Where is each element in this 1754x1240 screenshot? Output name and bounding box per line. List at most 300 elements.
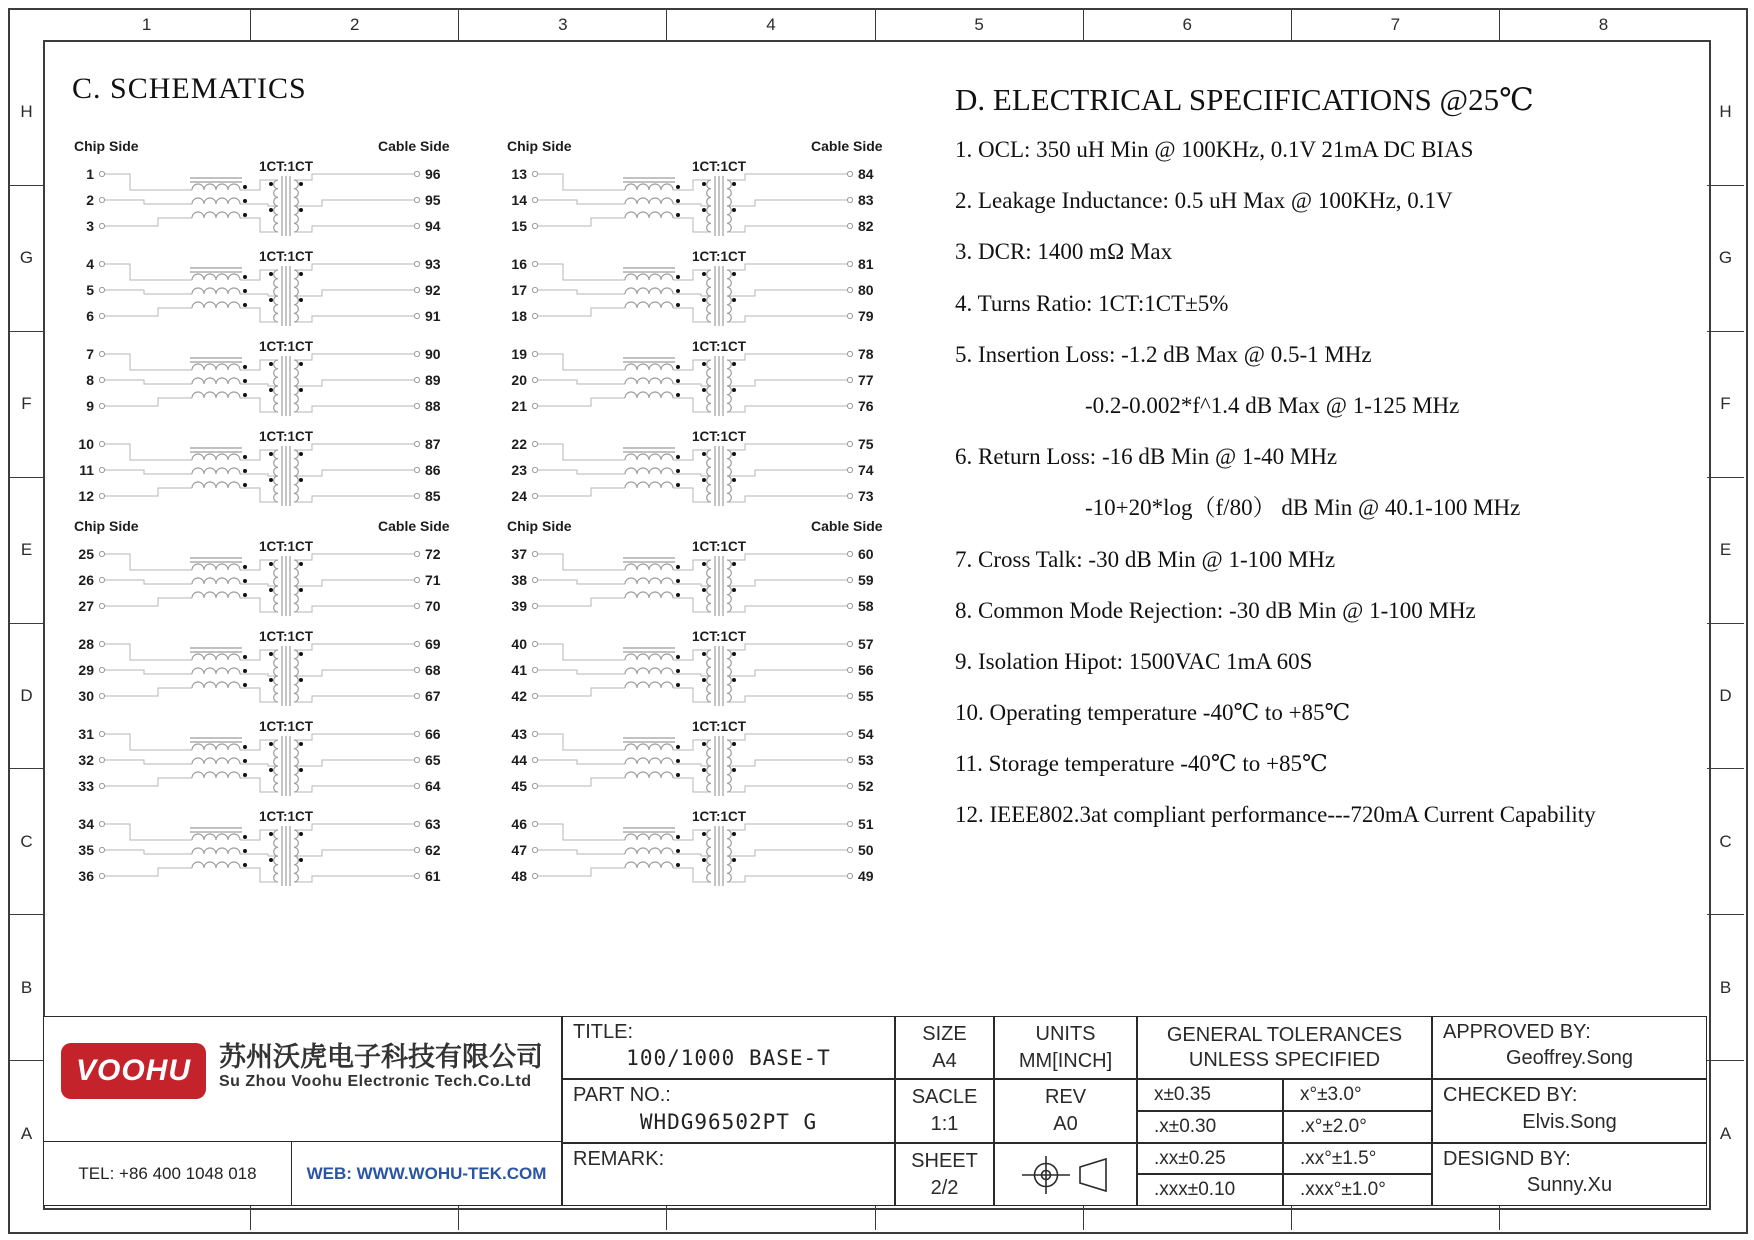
schematics-section-title: C. SCHEMATICS	[72, 72, 307, 105]
choke-icon	[190, 558, 242, 598]
approved-value: Geoffrey.Song	[1505, 1047, 1634, 1069]
chip-side-label: Chip Side	[507, 518, 572, 534]
chip-pin-number: 18	[511, 308, 527, 324]
wires	[538, 354, 847, 412]
cable-pin-number: 88	[425, 398, 441, 414]
cable-pin-number: 95	[425, 192, 441, 208]
chip-pin-number: 30	[78, 688, 94, 704]
scale-value: 1:1	[930, 1113, 959, 1135]
spec-item: 2. Leakage Inductance: 0.5 uH Max @ 100KHz, 0.1V	[955, 188, 1453, 214]
chip-pin-number: 34	[78, 816, 94, 832]
cable-pin-number: 71	[425, 572, 441, 588]
chip-pin-number: 47	[511, 842, 527, 858]
choke-icon	[623, 448, 675, 488]
transformer-icon	[707, 646, 732, 706]
spec-item: 11. Storage temperature -40℃ to +85℃	[955, 751, 1328, 777]
third-angle-projection-icon	[995, 1144, 1136, 1205]
transformer-block	[72, 720, 452, 808]
transformer-block	[72, 810, 452, 898]
wires	[105, 824, 414, 882]
ruler-label: E	[1707, 478, 1744, 624]
schematic-quadrant	[505, 138, 897, 520]
ruler-label: E	[10, 478, 43, 624]
chip-pin-number: 16	[511, 256, 527, 272]
chip-pin-number: 1	[86, 166, 94, 182]
ruler-label: 8	[1598, 15, 1609, 34]
ruler-label: 3	[459, 10, 667, 40]
cable-pin-number: 69	[425, 636, 441, 652]
ruler-label: H	[10, 40, 43, 186]
chip-pin-number: 11	[79, 462, 94, 478]
choke-icon	[190, 648, 242, 688]
cable-pin-number: 49	[858, 868, 874, 884]
chip-pin-number: 37	[511, 546, 527, 562]
transformer-icon	[274, 356, 299, 416]
cable-pin-number: 57	[858, 636, 874, 652]
transformer-icon	[274, 646, 299, 706]
schematic-quadrant	[72, 138, 464, 520]
chip-pin-number: 36	[78, 868, 94, 884]
cable-pin-number: 61	[425, 868, 441, 884]
tolerance-header-line1: GENERAL TOLERANCES	[1166, 1023, 1403, 1046]
cable-pin-number: 78	[858, 346, 874, 362]
choke-icon	[623, 358, 675, 398]
choke-icon	[623, 738, 675, 778]
title-value: 100/1000 BASE-T	[626, 1046, 831, 1070]
cable-pin-number: 85	[425, 488, 441, 504]
ruler-label: B	[10, 915, 43, 1061]
chip-side-label: Chip Side	[74, 138, 139, 154]
ruler-label: C	[1707, 769, 1744, 915]
cable-pin-number: 54	[858, 726, 874, 742]
cable-pin-number: 89	[425, 372, 441, 388]
turns-ratio-label: 1CT:1CT	[691, 340, 747, 354]
tel-text: TEL: +86 400 1048 018	[44, 1142, 292, 1205]
cable-pin-number: 67	[425, 688, 441, 704]
chip-pin-number: 21	[511, 398, 527, 414]
transformer-block	[72, 160, 452, 248]
chip-side-label: Chip Side	[507, 138, 572, 154]
choke-icon	[623, 828, 675, 868]
spec-item: 6. Return Loss: -16 dB Min @ 1-40 MHz	[955, 444, 1338, 470]
polarity-dots	[676, 182, 736, 217]
polarity-dots	[243, 452, 303, 487]
title-cell	[562, 1016, 895, 1079]
ruler-label: G	[10, 186, 43, 332]
chip-pin-number: 31	[78, 726, 94, 742]
polarity-dots	[676, 832, 736, 867]
chip-pin-number: 39	[511, 598, 527, 614]
spec-item-continuation: -0.2-0.002*f^1.4 dB Max @ 1-125 MHz	[1085, 392, 1460, 418]
ruler-label: 2	[251, 10, 459, 40]
turns-ratio-label: 1CT:1CT	[258, 340, 314, 354]
chip-pin-number: 20	[511, 372, 527, 388]
ruler-label: 1	[43, 10, 251, 40]
projection-cell	[994, 1143, 1137, 1206]
transformer-icon	[274, 736, 299, 796]
spec-item-continuation: -10+20*log（f/80） dB Min @ 40.1-100 MHz	[1085, 495, 1521, 521]
ruler-label: H	[1707, 40, 1744, 186]
cable-pin-number: 83	[858, 192, 874, 208]
ruler-label: 7	[1292, 10, 1500, 40]
wires	[538, 554, 847, 612]
polarity-dots	[243, 832, 303, 867]
cable-pin-number: 51	[858, 816, 874, 832]
turns-ratio-label: 1CT:1CT	[691, 810, 747, 824]
turns-ratio-label: 1CT:1CT	[258, 250, 314, 264]
cable-pin-number: 70	[425, 598, 441, 614]
chip-pin-number: 12	[78, 488, 94, 504]
ruler-label: A	[20, 1123, 33, 1143]
ruler-label: G	[1707, 186, 1744, 332]
turns-ratio-label: 1CT:1CT	[691, 430, 747, 444]
chip-pin-number: 29	[78, 662, 94, 678]
size-cell	[895, 1016, 994, 1079]
ruler-label: B	[1707, 915, 1744, 1061]
polarity-dots	[243, 272, 303, 307]
ruler-label: D	[10, 624, 43, 770]
polarity-dots	[676, 272, 736, 307]
spec-item: 9. Isolation Hipot: 1500VAC 1mA 60S	[955, 648, 1313, 674]
transformer-block	[72, 430, 452, 518]
turns-ratio-label: 1CT:1CT	[691, 630, 747, 644]
designed-label: DESIGND BY:	[1443, 1148, 1571, 1170]
choke-icon	[190, 358, 242, 398]
chip-pin-number: 9	[86, 398, 94, 414]
ruler-label: A	[1719, 1123, 1732, 1143]
chip-pin-number: 45	[511, 778, 527, 794]
transformer-blocks	[72, 540, 452, 900]
choke-icon	[190, 178, 242, 218]
cable-pin-number: 84	[858, 166, 874, 182]
chip-pin-number: 22	[511, 436, 527, 452]
part-no-label: PART NO.:	[573, 1084, 671, 1106]
transformer-blocks	[505, 160, 885, 520]
chip-pin-number: 2	[86, 192, 94, 208]
cable-pin-number: 91	[425, 308, 441, 324]
choke-icon	[623, 268, 675, 308]
spec-item: 3. DCR: 1400 mΩ Max	[955, 239, 1173, 265]
turns-ratio-label: 1CT:1CT	[258, 430, 314, 444]
choke-icon	[190, 738, 242, 778]
polarity-dots	[243, 182, 303, 217]
tolerance-cell: .xx±0.25	[1137, 1143, 1283, 1174]
checked-cell	[1432, 1079, 1707, 1143]
transformer-block	[505, 810, 885, 898]
wires	[538, 734, 847, 792]
wires	[105, 554, 414, 612]
part-no-value: WHDG96502PT G	[639, 1110, 818, 1134]
tolerance-cell: .xxx±0.10	[1137, 1174, 1283, 1206]
transformer-icon	[274, 176, 299, 236]
cable-pin-number: 81	[858, 256, 874, 272]
transformer-icon	[707, 356, 732, 416]
polarity-dots	[243, 742, 303, 777]
polarity-dots	[676, 562, 736, 597]
cable-pin-number: 86	[425, 462, 441, 478]
chip-pin-number: 7	[86, 346, 94, 362]
transformer-block	[505, 160, 885, 248]
spec-section-title: D. ELECTRICAL SPECIFICATIONS @25℃	[955, 82, 1534, 117]
choke-icon	[190, 448, 242, 488]
checked-value: Elvis.Song	[1522, 1111, 1617, 1133]
cable-pin-number: 73	[858, 488, 874, 504]
chip-pin-number: 15	[511, 218, 527, 234]
spec-item: 1. OCL: 350 uH Min @ 100KHz, 0.1V 21mA DC BIAS	[955, 137, 1474, 162]
choke-icon	[623, 558, 675, 598]
web-link: WEB: WWW.WOHU-TEK.COM	[306, 1163, 547, 1183]
company-name-cn: 苏州沃虎电子科技有限公司	[219, 1042, 543, 1072]
transformer-icon	[274, 266, 299, 326]
tolerance-cell: x°±3.0°	[1283, 1079, 1432, 1111]
cable-pin-number: 93	[425, 256, 441, 272]
turns-ratio-label: 1CT:1CT	[691, 250, 747, 264]
transformer-block	[505, 250, 885, 338]
polarity-dots	[243, 562, 303, 597]
transformer-icon	[707, 826, 732, 886]
cable-pin-number: 63	[425, 816, 441, 832]
chip-pin-number: 42	[511, 688, 527, 704]
chip-pin-number: 38	[511, 572, 527, 588]
cable-side-label: Cable Side	[378, 518, 450, 534]
polarity-dots	[676, 452, 736, 487]
tolerance-header-cell	[1137, 1016, 1432, 1079]
ruler-label: 4	[667, 10, 875, 40]
top-ruler	[43, 10, 1707, 40]
chip-pin-number: 6	[86, 308, 94, 324]
spec-item: 8. Common Mode Rejection: -30 dB Min @ 1-100 MHz	[955, 597, 1476, 623]
remark-cell	[562, 1143, 895, 1206]
transformer-icon	[707, 556, 732, 616]
spec-item: 7. Cross Talk: -30 dB Min @ 1-100 MHz	[955, 546, 1336, 572]
wires	[105, 174, 414, 232]
wires	[105, 734, 414, 792]
part-no-cell	[562, 1079, 895, 1143]
chip-pin-number: 19	[511, 346, 527, 362]
transformer-block	[72, 630, 452, 718]
cable-pin-number: 66	[425, 726, 441, 742]
transformer-blocks	[505, 540, 885, 900]
approved-cell	[1432, 1016, 1707, 1079]
sheet-value: 2/2	[930, 1176, 959, 1199]
cable-pin-number: 59	[858, 572, 874, 588]
left-ruler	[10, 40, 43, 1206]
wires	[538, 444, 847, 502]
spec-item: 12. IEEE802.3at compliant performance---720mA Current Capability	[955, 802, 1596, 828]
transformer-block	[505, 630, 885, 718]
title-label: TITLE:	[573, 1021, 634, 1043]
turns-ratio-label: 1CT:1CT	[258, 540, 314, 554]
cable-pin-number: 75	[858, 436, 874, 452]
transformer-icon	[707, 736, 732, 796]
transformer-block	[505, 340, 885, 428]
tolerance-cell: x±0.35	[1137, 1079, 1283, 1111]
tolerance-cell: .x±0.30	[1137, 1111, 1283, 1143]
chip-pin-number: 33	[78, 778, 94, 794]
polarity-dots	[243, 652, 303, 687]
chip-pin-number: 10	[78, 436, 94, 452]
chip-pin-number: 26	[78, 572, 94, 588]
turns-ratio-label: 1CT:1CT	[258, 160, 314, 174]
transformer-icon	[707, 446, 732, 506]
cable-side-label: Cable Side	[378, 138, 450, 154]
cable-pin-number: 72	[425, 546, 441, 562]
ruler-label: C	[10, 769, 43, 915]
spec-list	[955, 124, 1695, 841]
schematic-quadrant	[505, 518, 897, 900]
chip-pin-number: 28	[78, 636, 94, 652]
checked-label: CHECKED BY:	[1443, 1084, 1578, 1106]
cable-pin-number: 64	[425, 778, 441, 794]
cable-pin-number: 92	[425, 282, 441, 298]
rev-value: A0	[1053, 1113, 1078, 1135]
cable-pin-number: 96	[425, 166, 441, 182]
turns-ratio-label: 1CT:1CT	[258, 630, 314, 644]
sheet-cell	[895, 1143, 994, 1206]
cable-pin-number: 50	[858, 842, 874, 858]
brand-text: VOOHU	[75, 1054, 191, 1087]
wires	[105, 644, 414, 702]
cable-pin-number: 94	[425, 218, 441, 234]
cable-pin-number: 55	[858, 688, 874, 704]
wires	[538, 824, 847, 882]
company-name-en: Su Zhou Voohu Electronic Tech.Co.Ltd	[219, 1073, 532, 1090]
chip-pin-number: 46	[511, 816, 527, 832]
transformer-block	[72, 340, 452, 428]
chip-pin-number: 14	[511, 192, 527, 208]
right-ruler	[1707, 40, 1744, 1206]
scale-cell	[895, 1079, 994, 1143]
chip-pin-number: 44	[511, 752, 527, 768]
wires	[538, 174, 847, 232]
turns-ratio-label: 1CT:1CT	[691, 160, 747, 174]
wires	[538, 644, 847, 702]
remark-label: REMARK:	[573, 1148, 665, 1170]
transformer-block	[72, 540, 452, 628]
cable-pin-number: 62	[425, 842, 441, 858]
chip-pin-number: 32	[78, 752, 94, 768]
turns-ratio-label: 1CT:1CT	[258, 720, 314, 734]
cable-pin-number: 79	[858, 308, 874, 324]
cable-pin-number: 87	[425, 436, 441, 452]
designed-cell	[1432, 1143, 1707, 1206]
chip-pin-number: 35	[78, 842, 94, 858]
designed-value: Sunny.Xu	[1526, 1174, 1613, 1196]
spec-item: 5. Insertion Loss: -1.2 dB Max @ 0.5-1 MHz	[955, 341, 1372, 367]
wires	[538, 264, 847, 322]
choke-icon	[190, 828, 242, 868]
turns-ratio-label: 1CT:1CT	[258, 810, 314, 824]
cable-side-label: Cable Side	[811, 138, 883, 154]
chip-pin-number: 23	[511, 462, 527, 478]
logo-cell	[43, 1016, 562, 1206]
cable-pin-number: 58	[858, 598, 874, 614]
ruler-label: F	[1707, 332, 1744, 478]
chip-pin-number: 17	[511, 282, 527, 298]
transformer-icon	[274, 826, 299, 886]
cable-pin-number: 68	[425, 662, 441, 678]
tolerance-cell: .x°±2.0°	[1283, 1111, 1432, 1143]
turns-ratio-label: 1CT:1CT	[691, 540, 747, 554]
contact-row	[44, 1141, 561, 1205]
ruler-label: 6	[1084, 10, 1292, 40]
chip-pin-number: 48	[511, 868, 527, 884]
cable-pin-number: 82	[858, 218, 874, 234]
cable-side-label: Cable Side	[811, 518, 883, 534]
chip-pin-number: 3	[86, 218, 94, 234]
wires	[105, 264, 414, 322]
cable-pin-number: 80	[858, 282, 874, 298]
ruler-label: D	[1707, 624, 1744, 770]
schematic-quadrant	[72, 518, 464, 900]
scale-label: SACLE	[911, 1086, 978, 1108]
ruler-label: F	[10, 332, 43, 478]
tolerance-cell: .xxx°±1.0°	[1283, 1174, 1432, 1206]
chip-pin-number: 25	[78, 546, 94, 562]
cable-pin-number: 60	[858, 546, 874, 562]
chip-pin-number: 8	[86, 372, 94, 388]
transformer-icon	[707, 266, 732, 326]
cable-pin-number: 90	[425, 346, 441, 362]
chip-pin-number: 41	[511, 662, 527, 678]
transformer-block	[505, 540, 885, 628]
transformer-block	[505, 720, 885, 808]
polarity-dots	[676, 652, 736, 687]
transformer-icon	[274, 556, 299, 616]
transformer-icon	[707, 176, 732, 236]
voohu-logo	[61, 1043, 206, 1099]
transformer-blocks	[72, 160, 452, 520]
chip-pin-number: 4	[86, 256, 94, 272]
polarity-dots	[243, 362, 303, 397]
units-label: UNITS	[1035, 1022, 1096, 1045]
units-value: MM[INCH]	[1018, 1049, 1113, 1072]
choke-icon	[623, 178, 675, 218]
sheet-label: SHEET	[911, 1149, 978, 1172]
spec-section	[955, 80, 1695, 841]
chip-side-label: Chip Side	[74, 518, 139, 534]
size-label: SIZE	[922, 1022, 967, 1045]
cable-pin-number: 76	[858, 398, 874, 414]
spec-item: 10. Operating temperature -40℃ to +85℃	[955, 700, 1351, 726]
cable-pin-number: 52	[858, 778, 874, 794]
tolerance-header-line2: UNLESS SPECIFIED	[1188, 1048, 1381, 1071]
chip-pin-number: 13	[511, 166, 527, 182]
units-cell	[994, 1016, 1137, 1079]
cable-pin-number: 77	[858, 372, 874, 388]
rev-cell	[994, 1079, 1137, 1143]
cable-pin-number: 53	[858, 752, 874, 768]
chip-pin-number: 27	[78, 598, 94, 614]
size-value: A4	[932, 1049, 957, 1072]
chip-pin-number: 5	[86, 282, 94, 298]
cable-pin-number: 56	[858, 662, 874, 678]
choke-icon	[623, 648, 675, 688]
transformer-block	[505, 430, 885, 518]
chip-pin-number: 24	[511, 488, 527, 504]
transformer-icon	[274, 446, 299, 506]
polarity-dots	[676, 742, 736, 777]
tolerance-cell: .xx°±1.5°	[1283, 1143, 1432, 1174]
chip-pin-number: 40	[511, 636, 527, 652]
wires	[105, 444, 414, 502]
cable-pin-number: 74	[858, 462, 874, 478]
choke-icon	[190, 268, 242, 308]
ruler-label: 5	[876, 10, 1084, 40]
wires	[105, 354, 414, 412]
polarity-dots	[676, 362, 736, 397]
approved-label: APPROVED BY:	[1443, 1021, 1591, 1043]
